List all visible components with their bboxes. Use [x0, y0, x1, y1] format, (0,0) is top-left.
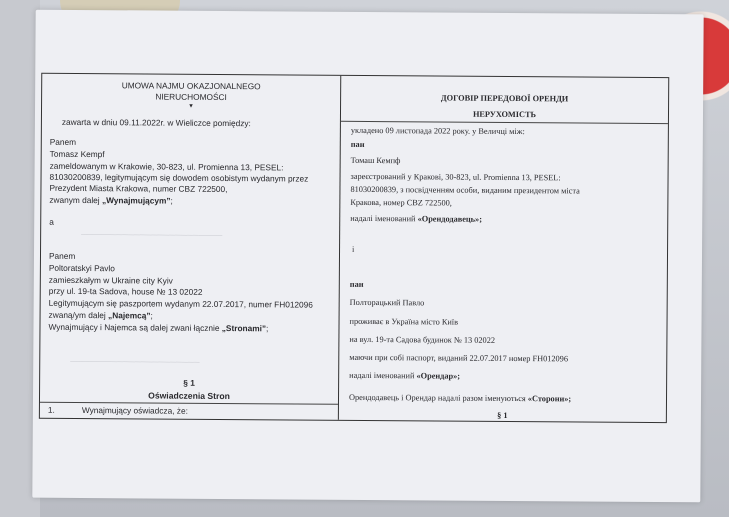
polish-item-number: 1.: [47, 404, 55, 415]
ukrainian-party1-line: зареєстрований у Кракові, 30-823, ul. Promienna 13, PESEL:: [350, 171, 561, 183]
polish-party2-line: przy ul. 19-ta Sadova, house № 13 02022: [48, 285, 203, 297]
ukrainian-party1-label: пан: [350, 139, 365, 149]
polish-party1-line: 81030200839, legitymującym się dowodem osobistym wydanym przez: [49, 171, 309, 184]
ukrainian-title-line1: ДОГОВІР ПЕРЕДОВОЇ ОРЕНДИ: [440, 93, 569, 104]
polish-party1-line: Prezydent Miasta Krakowa, numer CBZ 722500,: [49, 182, 228, 195]
polish-intro: zawarta w dniu 09.11.2022r. w Wieliczce pomiędzy:: [61, 116, 251, 129]
ukrainian-party1-alias: надалі іменований «Орендодавець»;: [350, 213, 483, 224]
polish-party1-line: zameldowanym w Krakowie, 30-823, ul. Promienna 13, PESEL:: [49, 160, 284, 173]
ukrainian-party1-line: Кракова, номер CBZ 722500,: [350, 197, 452, 208]
polish-section-number: § 1: [183, 377, 195, 388]
ukrainian-party2-line: проживає в Україна місто Київ: [349, 316, 459, 327]
ukrainian-conjunction: і: [352, 244, 355, 254]
polish-party1-line: Tomasz Kempf: [49, 148, 105, 160]
polish-party2-line: Poltoratskyi Pavlo: [48, 262, 115, 274]
polish-party1-label: Panem: [49, 136, 77, 147]
ukrainian-column: [339, 76, 668, 422]
polish-party2-line: Legitymującym się paszportem wydanym 22.07.2017, numer FH012096: [48, 297, 313, 310]
ukrainian-header-divider: [341, 121, 668, 124]
polish-conjunction: a: [49, 216, 54, 227]
polish-party2-label: Panem: [48, 250, 76, 261]
polish-party2-line: zamieszkałym w Ukraine city Kyiv: [48, 274, 173, 286]
ukrainian-title-line2: НЕРУХОМІСТЬ: [472, 109, 537, 120]
bilingual-table: [39, 73, 669, 423]
polish-party1-alias: zwanym dalej „Wynajmującym”;: [49, 194, 173, 206]
polish-joint-alias: Wynajmujący i Najemca są dalej zwani łącznie „Stronami”;: [48, 321, 269, 334]
polish-party2-alias: zwaną/ym dalej „Najemcą”;: [48, 309, 153, 321]
ukrainian-party2-line: маючи при собі паспорт, виданий 22.07.2017 номер FH012096: [349, 352, 569, 364]
polish-item-text: Wynajmujący oświadcza, że:: [81, 405, 188, 416]
ukrainian-party1-line: 81030200839, з посвідченням особи, виданим президентом міста: [350, 184, 580, 196]
ukrainian-party2-line: Полторацький Павло: [349, 297, 425, 308]
ukrainian-party2-line: на вул. 19-та Садова будинок № 13 02022: [349, 334, 496, 345]
document-page: [32, 10, 703, 503]
ukrainian-intro: укладено 09 листопада 2022 року. у Величці між:: [350, 125, 525, 137]
ukrainian-party1-line: Томаш Кемпф: [350, 155, 401, 166]
polish-section-title: Oświadczenia Stron: [148, 390, 230, 402]
polish-column: UMOWA NAJMU OKAZJONALNEGO NIERUCHOMOŚCI ▾ zawarta w dniu 09.11.2022r. w Wieliczce pomiędzy: Panem Tomasz Kempf zameldowanym w Krakowie, 30-823, ul. Promienna 13, PESEL: 81030200839, legitymującym się dowodem osobistym wydanym przez Prezydent Miasta Krakowa, numer CBZ 722500, zwanym dalej „Wynajmującym”; a ──────────────────────── Panem Poltoratskyi Pavlo zamieszkałym w Ukraine city Kyiv przy ul. 19-ta Sadova, house № 13 02022 Legitymującym się paszportem wydanym 22.07.2017, numer FH012096 zwaną/ym dalej „Najemcą”; Wynajmujący i Najemca są dalej zwani łącznie „Stronami”; ────────────────────── § 1 Oświadczenia Stron 1. Wynajmujący oświadcza, że:: [40, 74, 341, 420]
ukrainian-party2-label: пан: [349, 279, 364, 289]
ukrainian-joint-alias: Орендодавець і Орендар надалі разом іменуються «Сторони»;: [348, 392, 572, 404]
polish-title-line1: UMOWA NAJMU OKAZJONALNEGO: [121, 80, 261, 92]
polish-title-line2: NIERUCHOMOŚCI: [155, 91, 227, 103]
ukrainian-party2-alias: надалі іменований «Орендар»;: [349, 370, 461, 381]
ukrainian-section-number: § 1: [497, 410, 508, 420]
